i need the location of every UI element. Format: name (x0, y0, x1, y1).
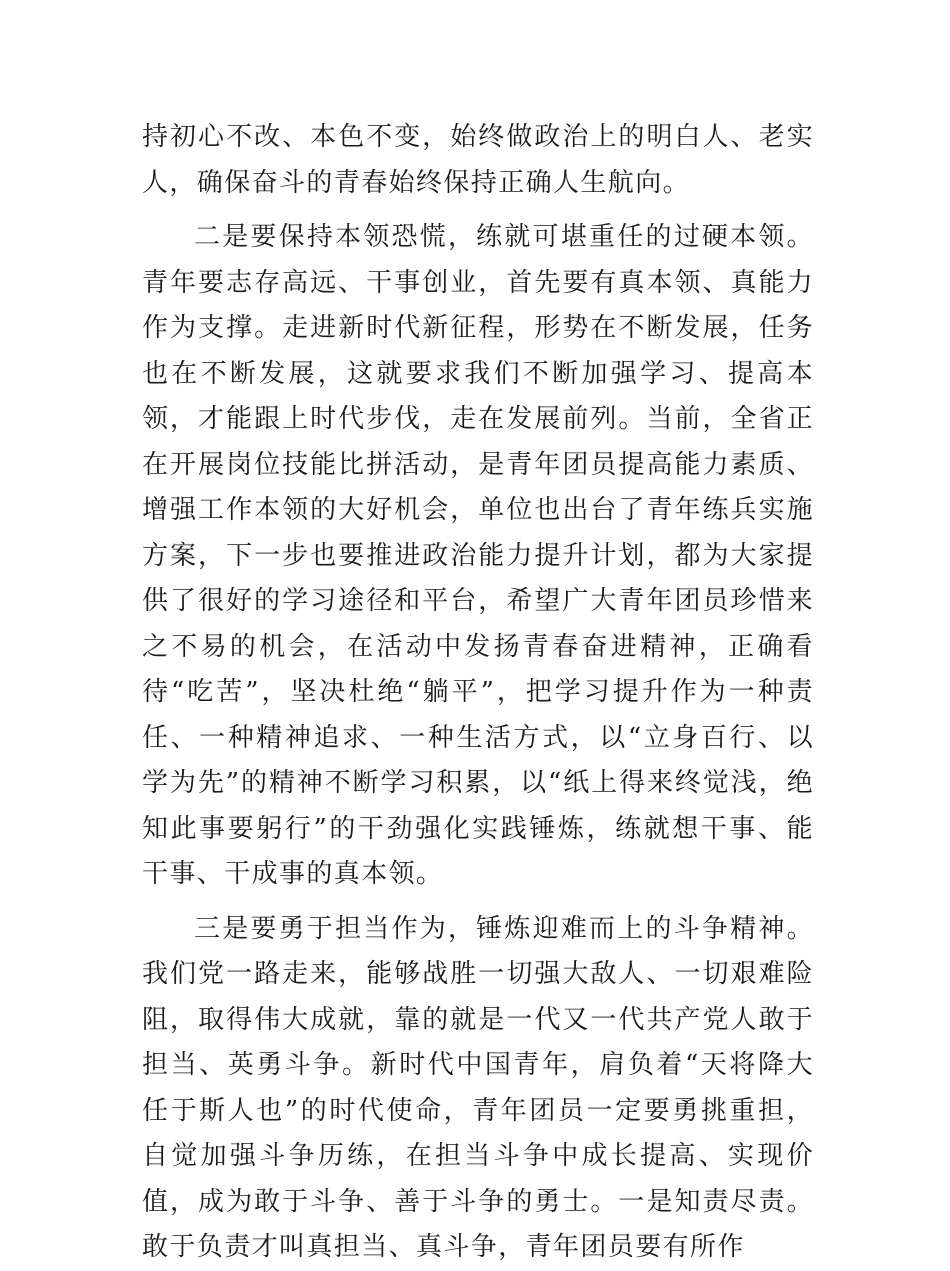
paragraph-continuation: 持初心不改、本色不变，始终做政治上的明白人、老实人，确保奋斗的青春始终保持正确人生航向。 (142, 122, 814, 198)
paragraph-third-point: 三是要勇于担当作为，锤炼迎难而上的斗争精神。我们党一路走来，能够战胜一切强大敌人、一切艰难险阻，取得伟大成就，靠的就是一代又一代共产党人敢于担当、英勇斗争。新时代中国青年，肩负着“天将降大任于斯人也”的时代使命，青年团员一定要勇挑重担，自觉加强斗争历练，在担当斗争中成长提高、实现价值，成为敢于斗争、善于斗争的勇士。一是知责尽责。敢于负责才叫真担当、真斗争，青年团员要有所作 (142, 913, 814, 1262)
paragraph-second-point: 二是要保持本领恐慌，练就可堪重任的过硬本领。青年要志存高远、干事创业，首先要有真本领、真能力作为支撑。走进新时代新征程，形势在不断发展，任务也在不断发展，这就要求我们不断加强学习、提高本领，才能跟上时代步伐，走在发展前列。当前，全省正在开展岗位技能比拼活动，是青年团员提高能力素质、增强工作本领的大好机会，单位也出台了青年练兵实施方案，下一步也要推进政治能力提升计划，都为大家提供了很好的学习途径和平台，希望广大青年团员珍惜来之不易的机会，在活动中发扬青春奋进精神，正确看待“吃苦”，坚决杜绝“躺平”，把学习提升作为一种责任、一种精神追求、一种生活方式，以“立身百行、以学为先”的精神不断学习积累，以“纸上得来终觉浅，绝知此事要躬行”的干劲强化实践锤炼，练就想干事、能干事、干成事的真本领。 (142, 222, 814, 889)
document-body (142, 115, 814, 1271)
